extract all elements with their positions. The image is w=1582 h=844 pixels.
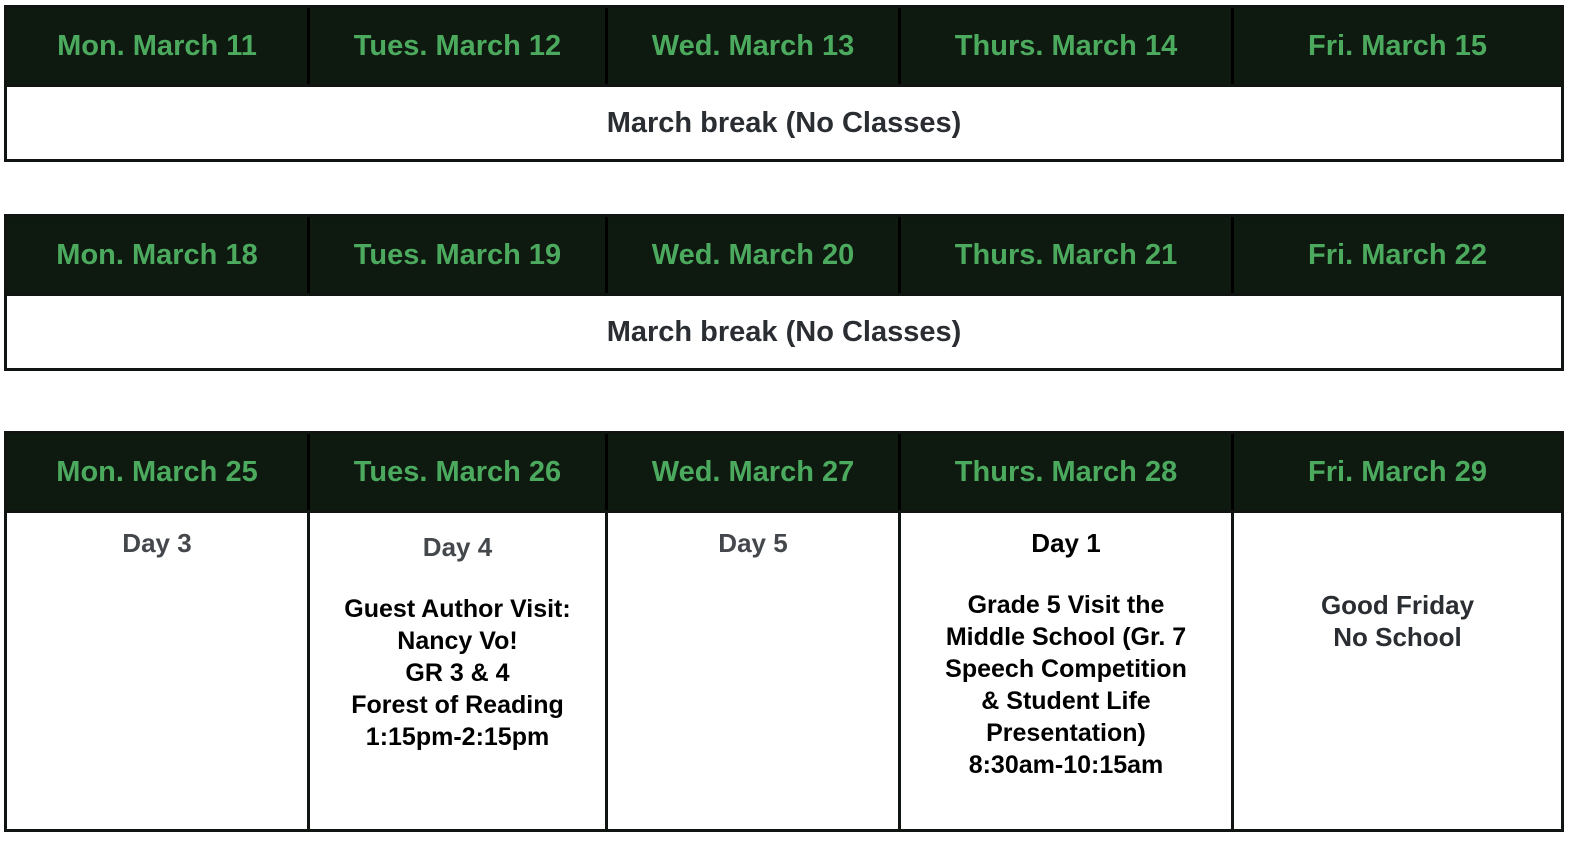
- day-header-thursday: Thurs. March 21: [901, 217, 1234, 293]
- week-header-row: [7, 217, 1561, 296]
- week-table-march-25: [4, 431, 1564, 832]
- day-header-monday: Mon. March 18: [7, 217, 310, 293]
- event-guest-author: [310, 593, 605, 753]
- day-header-tuesday: Tues. March 26: [310, 434, 608, 510]
- week-banner: March break (No Classes): [606, 106, 962, 139]
- day-header-monday: Mon. March 11: [7, 8, 310, 84]
- event-line: Presentation): [986, 719, 1146, 747]
- week-table-march-11: [4, 5, 1564, 162]
- day-cell-tuesday: [310, 513, 608, 829]
- day-header-friday: Fri. March 29: [1308, 455, 1487, 488]
- day-cell-friday: [1234, 513, 1561, 829]
- week-header-row: [7, 434, 1561, 513]
- event-line: Grade 5 Visit the: [967, 591, 1165, 619]
- event-line: Good Friday: [1320, 590, 1475, 620]
- day-cycle-label: Day 1: [1031, 528, 1101, 558]
- week-body-row: [7, 513, 1561, 829]
- day-header-monday: Mon. March 25: [7, 434, 310, 510]
- event-line: 1:15pm-2:15pm: [365, 723, 550, 751]
- week-banner: March break (No Classes): [606, 315, 962, 348]
- day-header-thursday: Thurs. March 28: [901, 434, 1234, 510]
- day-cycle-label: Day 4: [422, 532, 493, 562]
- day-header-friday: Fri. March 22: [1308, 238, 1487, 271]
- day-header-tuesday: Tues. March 19: [310, 217, 608, 293]
- event-line: Middle School (Gr. 7: [945, 623, 1187, 651]
- day-cell-wednesday: [608, 513, 901, 829]
- day-cell-monday: [7, 513, 310, 829]
- event-line: Speech Competition: [945, 655, 1187, 683]
- day-cycle-label: Day 3: [122, 528, 192, 558]
- day-header-thursday: Thurs. March 14: [901, 8, 1234, 84]
- week-header-row: [7, 8, 1561, 87]
- event-grade-5-visit: [901, 589, 1231, 781]
- event-line: & Student Life: [981, 687, 1151, 715]
- day-header-wednesday: Wed. March 13: [608, 8, 901, 84]
- event-line: Guest Author Visit:: [344, 595, 571, 623]
- day-cell-thursday: [901, 513, 1234, 829]
- day-cycle-label: Day 5: [718, 528, 788, 558]
- week-table-march-18: [4, 214, 1564, 371]
- event-line: Forest of Reading: [351, 691, 564, 719]
- day-header-tuesday: Tues. March 12: [310, 8, 608, 84]
- event-line: GR 3 & 4: [405, 659, 510, 687]
- day-header-wednesday: Wed. March 27: [608, 434, 901, 510]
- event-line: 8:30am-10:15am: [968, 751, 1164, 779]
- event-line: Nancy Vo!: [397, 627, 518, 655]
- event-good-friday: [1234, 589, 1561, 653]
- day-header-friday: Fri. March 15: [1308, 29, 1487, 62]
- day-header-wednesday: Wed. March 20: [608, 217, 901, 293]
- event-line: No School: [1333, 622, 1462, 652]
